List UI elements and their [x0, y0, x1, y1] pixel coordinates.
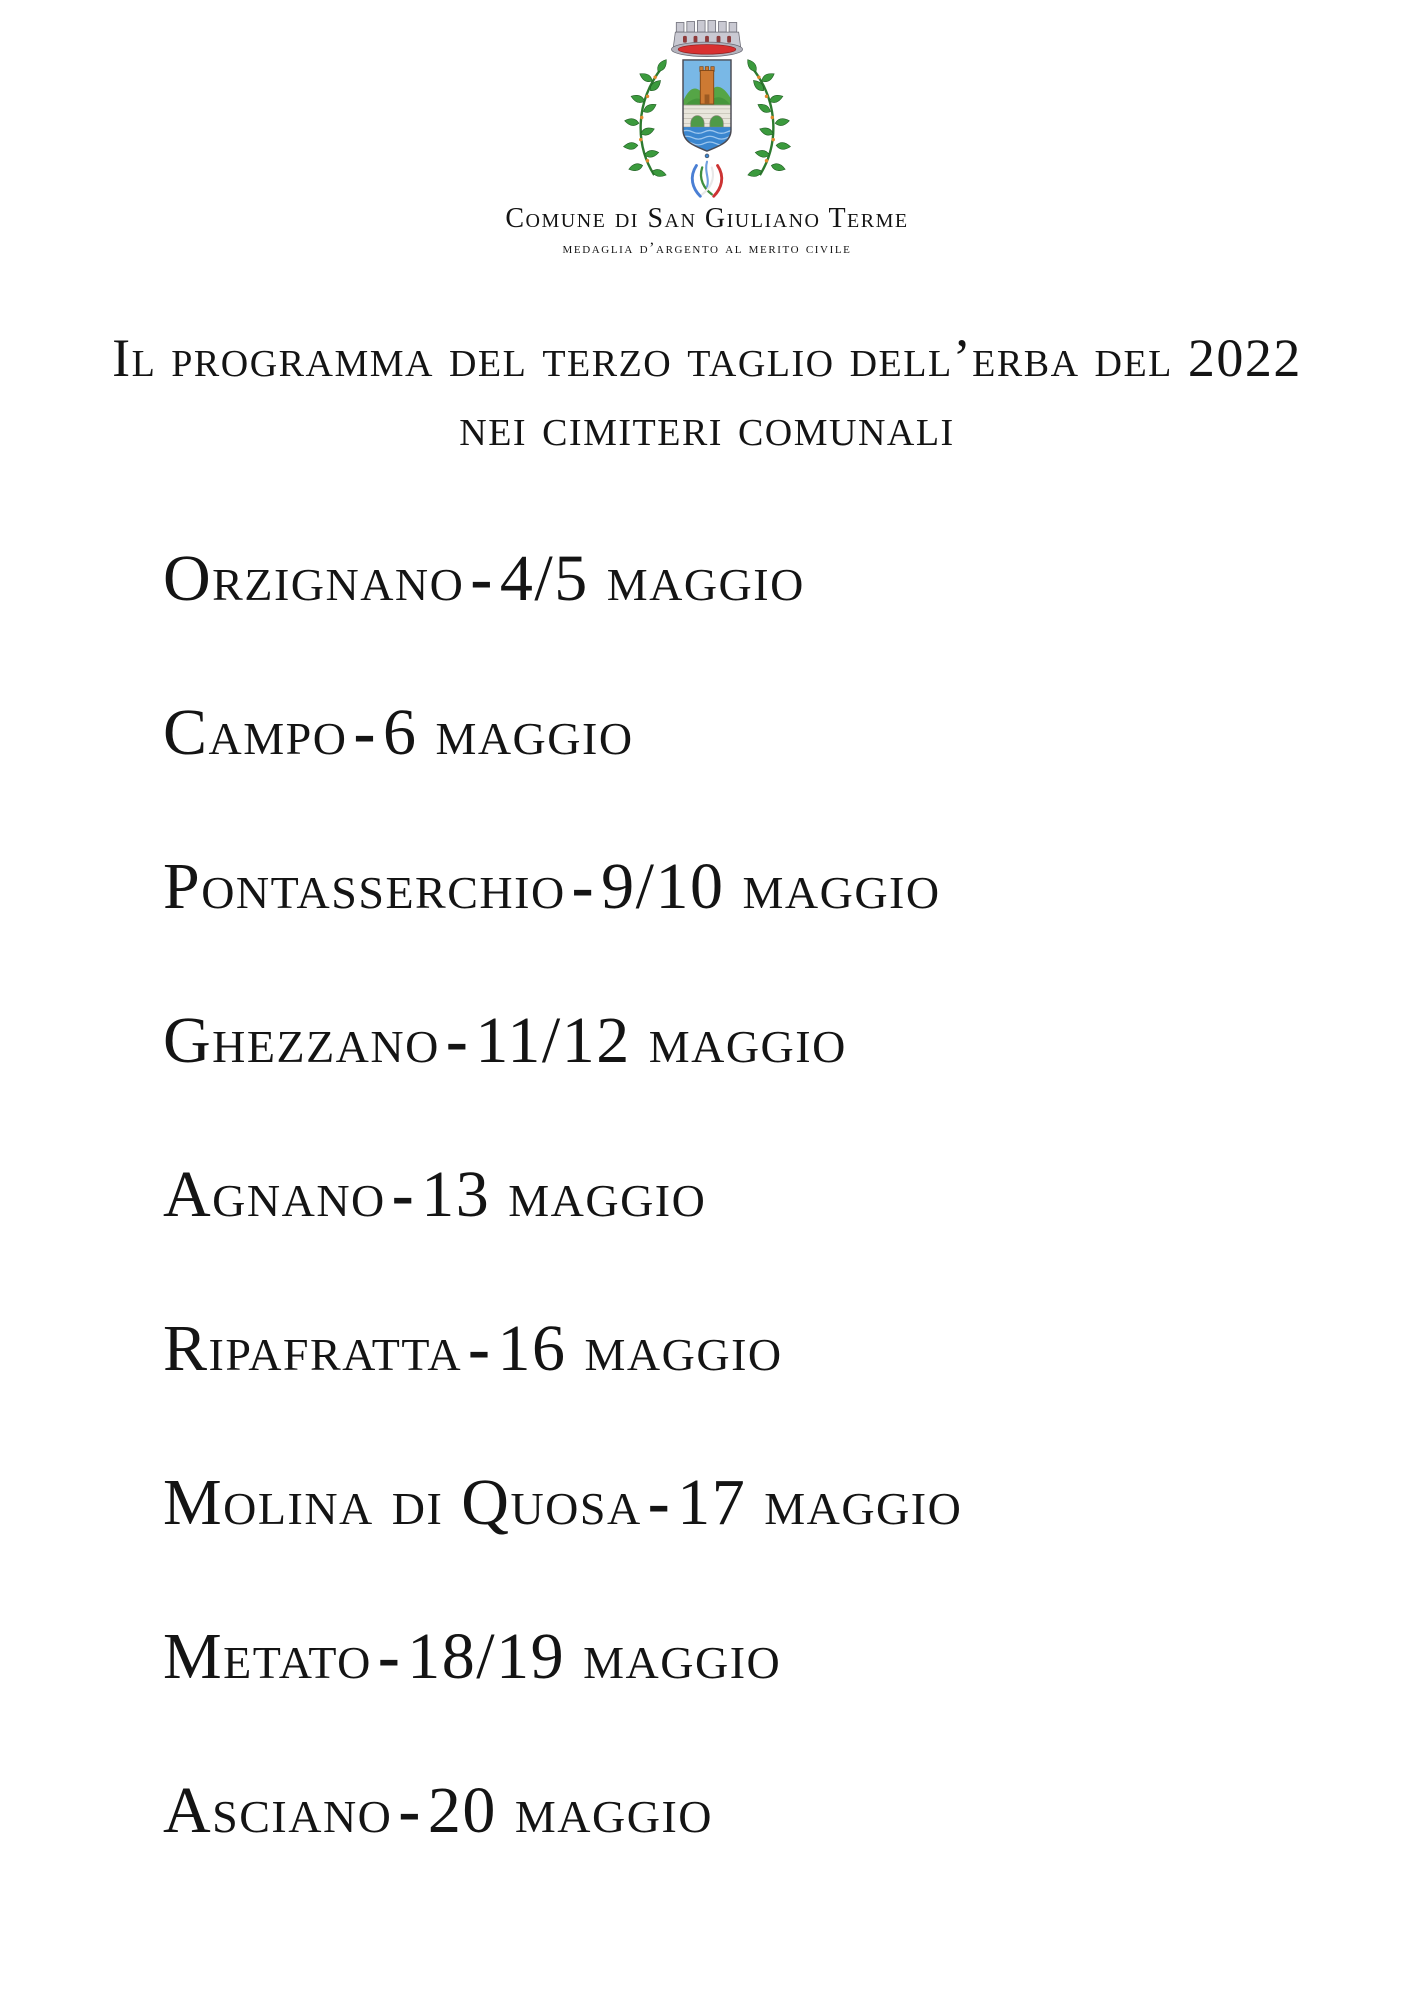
- location: Ghezzano: [163, 1003, 440, 1077]
- page-title-line2: nei cimiteri comunali: [459, 396, 955, 457]
- location: Orzignano: [163, 541, 465, 615]
- municipal-crest-icon: [622, 10, 792, 202]
- separator: -: [468, 1311, 492, 1385]
- location: Pontasserchio: [163, 849, 566, 923]
- schedule-item: [163, 541, 1414, 615]
- schedule-item: [163, 695, 1414, 769]
- date: 20 maggio: [427, 1773, 713, 1847]
- date: 11/12 maggio: [475, 1003, 847, 1077]
- header: [0, 0, 1414, 260]
- separator: -: [647, 1465, 672, 1539]
- schedule-item: [163, 1003, 1414, 1077]
- separator: -: [377, 1619, 402, 1693]
- separator: -: [391, 1157, 416, 1231]
- location: Molina di Quosa: [163, 1465, 642, 1539]
- date: 17 maggio: [677, 1465, 963, 1539]
- separator: -: [398, 1773, 422, 1847]
- date: 4/5 maggio: [499, 541, 805, 615]
- municipality-name: Comune di San Giuliano Terme: [505, 203, 909, 234]
- crown-icon: [671, 21, 742, 57]
- location: Ripafratta: [163, 1311, 463, 1385]
- schedule-item: [163, 1157, 1414, 1231]
- date: 18/19 maggio: [407, 1619, 782, 1693]
- separator: -: [445, 1003, 470, 1077]
- page-title-line1: Il programma del terzo taglio dell’erba del 2022: [112, 327, 1302, 388]
- date: 13 maggio: [421, 1157, 707, 1231]
- schedule-item: [163, 1619, 1414, 1693]
- separator: -: [470, 541, 494, 615]
- location: Metato: [163, 1619, 372, 1693]
- honor-subtitle: medaglia d’argento al merito civile: [562, 239, 852, 257]
- date: 6 maggio: [382, 695, 634, 769]
- page-title: [0, 324, 1414, 462]
- schedule-item: [163, 1311, 1414, 1385]
- date: 16 maggio: [497, 1311, 783, 1385]
- date: 9/10 maggio: [601, 849, 941, 923]
- location: Agnano: [163, 1157, 386, 1231]
- location: Asciano: [163, 1773, 393, 1847]
- schedule-item: [163, 1465, 1414, 1539]
- schedule-item: [163, 1773, 1414, 1847]
- location: Campo: [163, 695, 348, 769]
- schedule-item: [163, 849, 1414, 923]
- separator: -: [353, 695, 377, 769]
- separator: -: [571, 849, 596, 923]
- schedule-list: [163, 541, 1414, 1847]
